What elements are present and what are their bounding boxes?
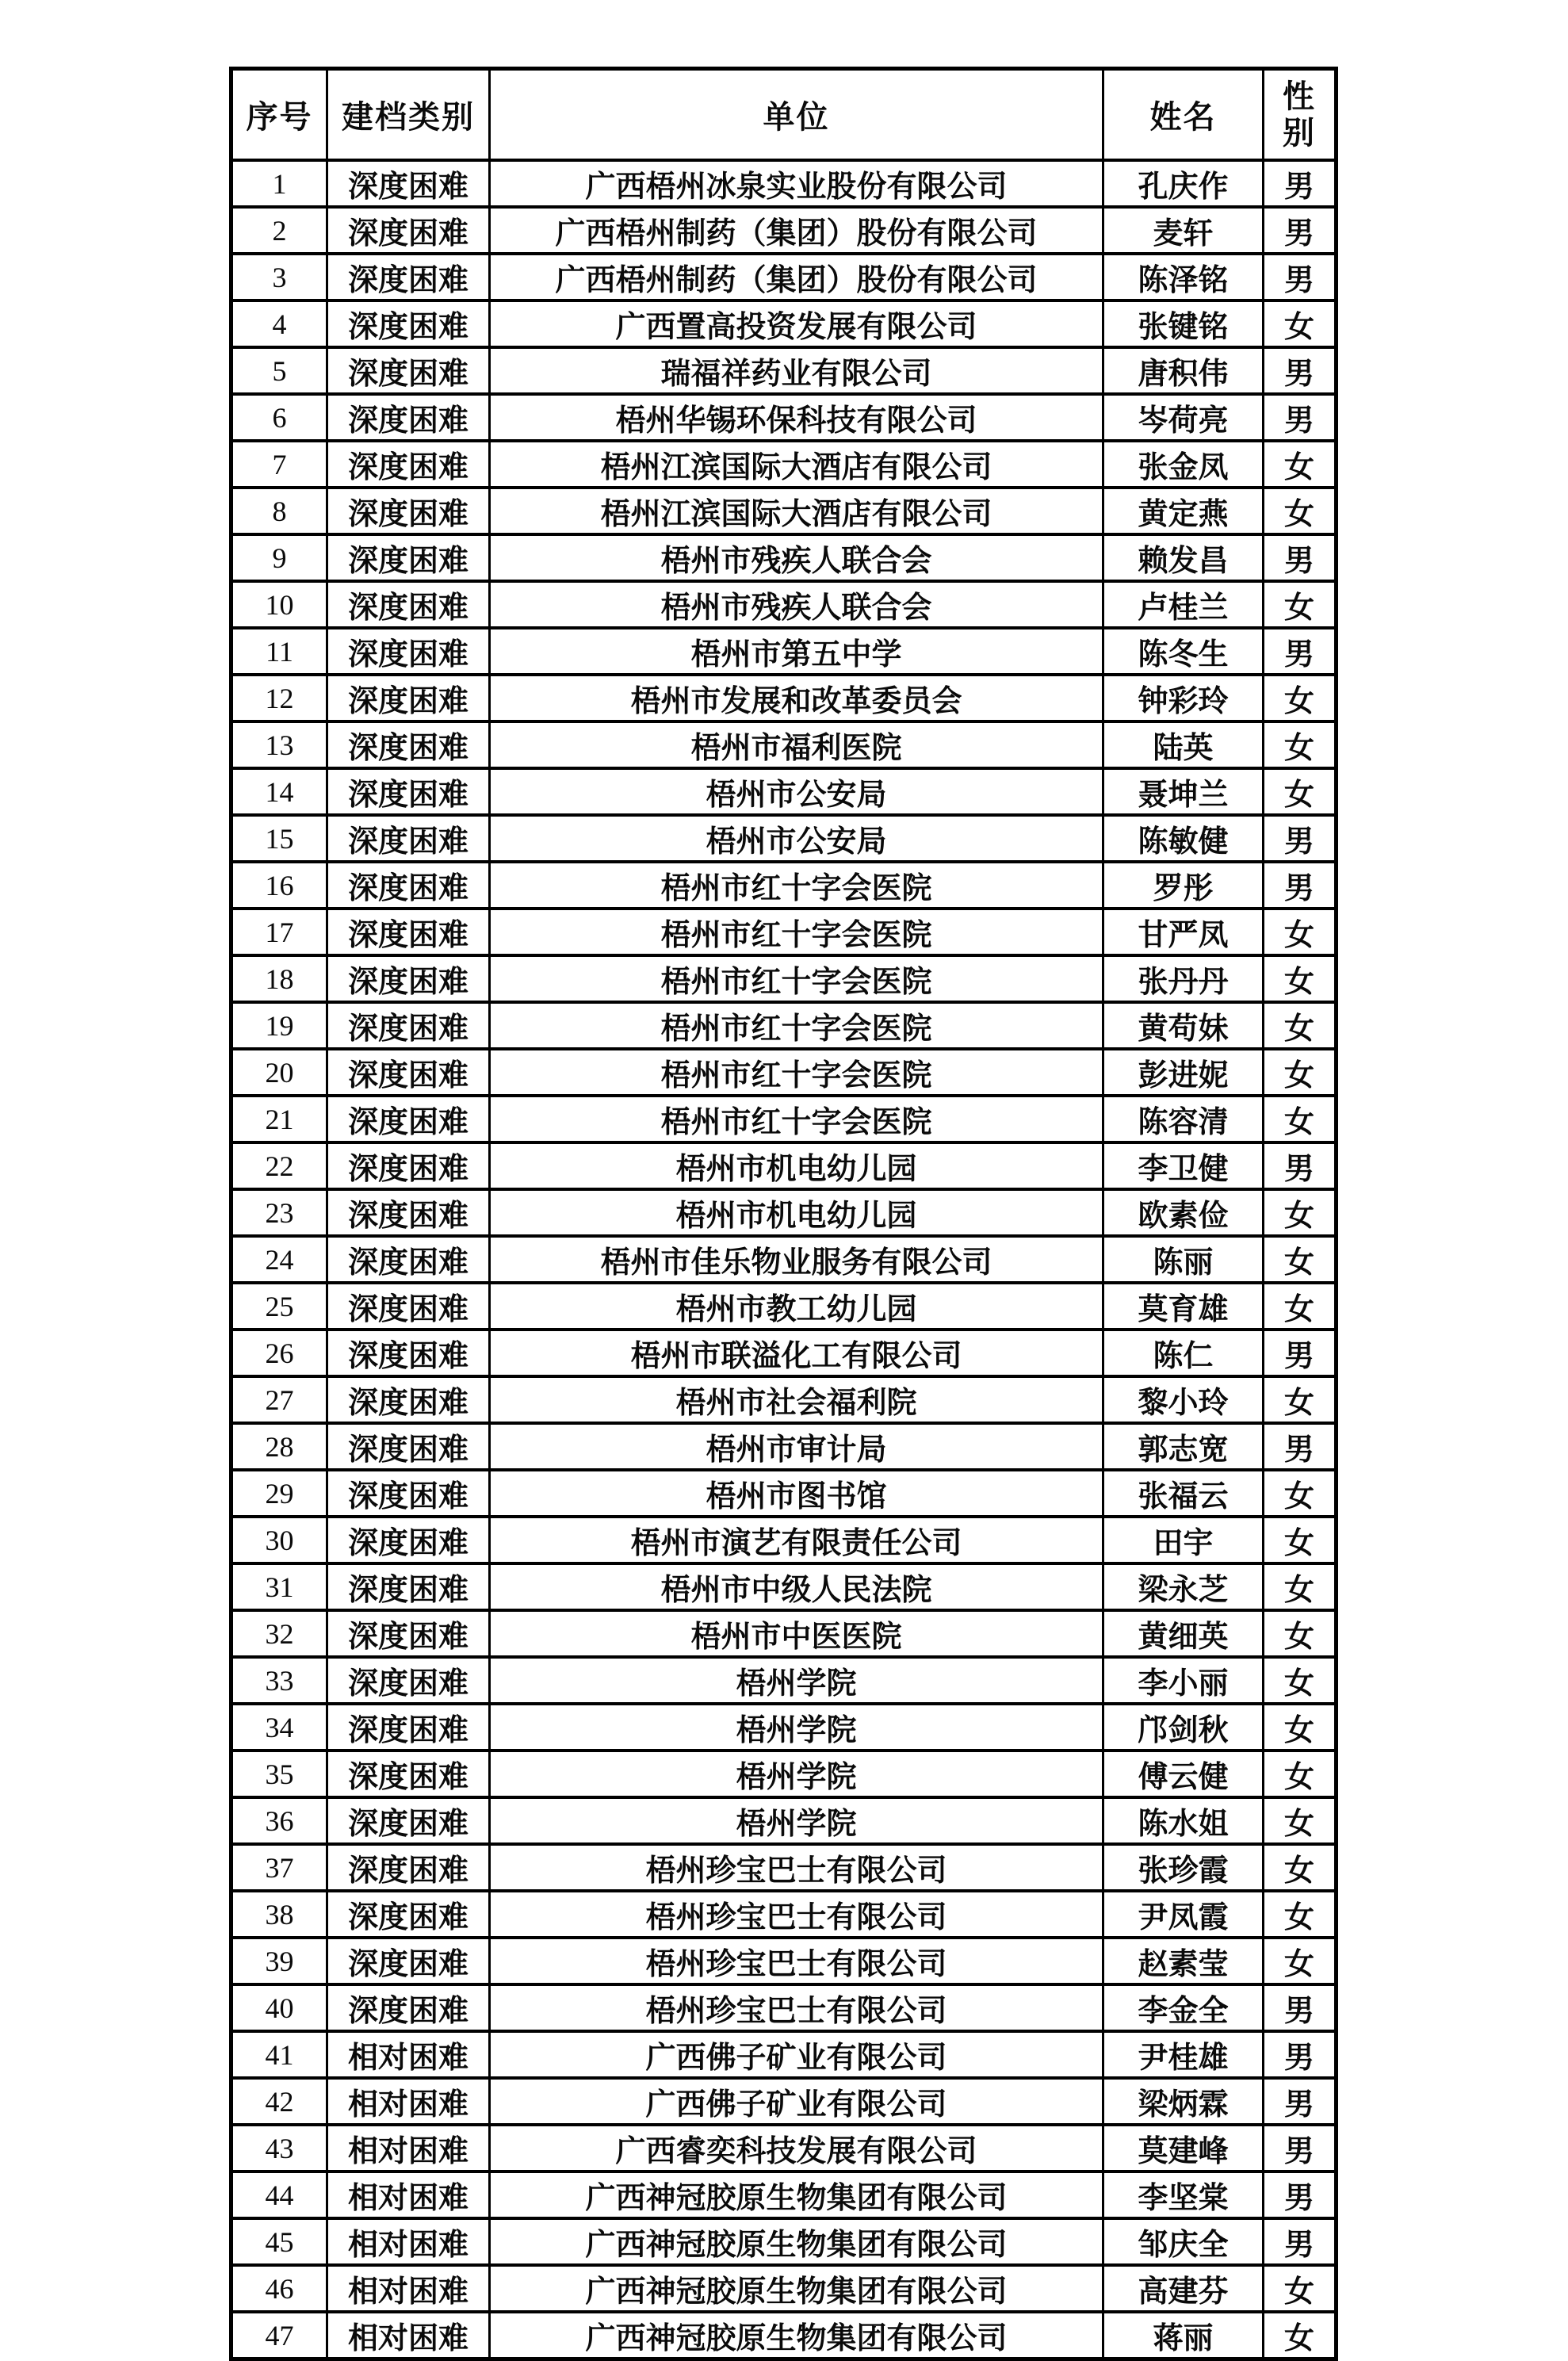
table-row (231, 675, 1337, 721)
header-filing-category: 建档类别 (327, 69, 490, 161)
serial-number-cell: 46 (231, 2265, 327, 2312)
unit-cell: 梧州市红十字会医院 (490, 955, 1103, 1002)
filing-category-cell: 深度困难 (327, 1938, 490, 1984)
filing-category-cell: 深度困难 (327, 1423, 490, 1470)
name-cell: 田宇 (1103, 1517, 1264, 1563)
unit-cell: 梧州学院 (490, 1657, 1103, 1704)
table-row (231, 394, 1337, 441)
serial-number-cell: 21 (231, 1096, 327, 1142)
filing-category-cell: 深度困难 (327, 300, 490, 347)
table-row (231, 1891, 1337, 1938)
filing-category-cell: 深度困难 (327, 394, 490, 441)
serial-number-cell: 26 (231, 1330, 327, 1376)
gender-cell: 女 (1264, 1236, 1337, 1283)
table-row (231, 1563, 1337, 1610)
table-row (231, 534, 1337, 581)
gender-cell: 女 (1264, 1563, 1337, 1610)
unit-cell: 梧州市红十字会医院 (490, 909, 1103, 955)
table-row (231, 1376, 1337, 1423)
table-row (231, 1470, 1337, 1517)
gender-cell: 男 (1264, 1984, 1337, 2031)
gender-cell: 男 (1264, 160, 1337, 207)
unit-cell: 梧州市第五中学 (490, 628, 1103, 675)
gender-cell: 女 (1264, 1049, 1337, 1096)
serial-number-cell: 8 (231, 488, 327, 534)
name-cell: 高建芬 (1103, 2265, 1264, 2312)
name-cell: 卢桂兰 (1103, 581, 1264, 628)
table-row (231, 1189, 1337, 1236)
filing-category-cell: 深度困难 (327, 1657, 490, 1704)
gender-cell: 女 (1264, 1002, 1337, 1049)
table-row (231, 300, 1337, 347)
filing-category-cell: 深度困难 (327, 1470, 490, 1517)
gender-cell: 女 (1264, 1376, 1337, 1423)
serial-number-cell: 10 (231, 581, 327, 628)
table-row (231, 160, 1337, 207)
name-cell: 黄定燕 (1103, 488, 1264, 534)
serial-number-cell: 1 (231, 160, 327, 207)
table-row (231, 955, 1337, 1002)
name-cell: 聂坤兰 (1103, 768, 1264, 815)
unit-cell: 梧州市图书馆 (490, 1470, 1103, 1517)
unit-cell: 梧州市联溢化工有限公司 (490, 1330, 1103, 1376)
name-cell: 陈冬生 (1103, 628, 1264, 675)
filing-category-cell: 深度困难 (327, 628, 490, 675)
unit-cell: 梧州珍宝巴士有限公司 (490, 1891, 1103, 1938)
filing-category-cell: 深度困难 (327, 581, 490, 628)
serial-number-cell: 41 (231, 2031, 327, 2078)
serial-number-cell: 19 (231, 1002, 327, 1049)
header-row (231, 69, 1337, 161)
gender-cell: 男 (1264, 2078, 1337, 2125)
name-cell: 黎小玲 (1103, 1376, 1264, 1423)
unit-cell: 梧州市机电幼儿园 (490, 1142, 1103, 1189)
filing-category-cell: 深度困难 (327, 534, 490, 581)
unit-cell: 梧州江滨国际大酒店有限公司 (490, 488, 1103, 534)
unit-cell: 梧州市中医医院 (490, 1610, 1103, 1657)
unit-cell: 广西神冠胶原生物集团有限公司 (490, 2265, 1103, 2312)
filing-category-cell: 深度困难 (327, 160, 490, 207)
name-cell: 麦轩 (1103, 207, 1264, 254)
unit-cell: 梧州市中级人民法院 (490, 1563, 1103, 1610)
filing-category-cell: 深度困难 (327, 1610, 490, 1657)
gender-cell: 男 (1264, 2125, 1337, 2172)
filing-category-cell: 深度困难 (327, 441, 490, 488)
serial-number-cell: 43 (231, 2125, 327, 2172)
table-row (231, 347, 1337, 394)
name-cell: 梁炳霖 (1103, 2078, 1264, 2125)
name-cell: 傅云健 (1103, 1751, 1264, 1797)
table-row (231, 2265, 1337, 2312)
name-cell: 陈泽铭 (1103, 254, 1264, 300)
unit-cell: 梧州市机电幼儿园 (490, 1189, 1103, 1236)
unit-cell: 广西佛子矿业有限公司 (490, 2078, 1103, 2125)
unit-cell: 广西置高投资发展有限公司 (490, 300, 1103, 347)
gender-cell: 男 (1264, 347, 1337, 394)
gender-cell: 女 (1264, 1844, 1337, 1891)
filing-category-cell: 相对困难 (327, 2265, 490, 2312)
name-cell: 李小丽 (1103, 1657, 1264, 1704)
gender-cell: 男 (1264, 1142, 1337, 1189)
unit-cell: 广西梧州制药（集团）股份有限公司 (490, 207, 1103, 254)
unit-cell: 梧州市福利医院 (490, 721, 1103, 768)
gender-cell: 女 (1264, 1283, 1337, 1330)
header-unit: 单位 (490, 69, 1103, 161)
serial-number-cell: 12 (231, 675, 327, 721)
serial-number-cell: 23 (231, 1189, 327, 1236)
table-row (231, 1236, 1337, 1283)
name-cell: 彭进妮 (1103, 1049, 1264, 1096)
name-cell: 陈水姐 (1103, 1797, 1264, 1844)
gender-cell: 女 (1264, 721, 1337, 768)
name-cell: 唐积伟 (1103, 347, 1264, 394)
table-header (231, 69, 1337, 161)
serial-number-cell: 34 (231, 1704, 327, 1751)
serial-number-cell: 15 (231, 815, 327, 862)
filing-category-cell: 深度困难 (327, 207, 490, 254)
serial-number-cell: 2 (231, 207, 327, 254)
serial-number-cell: 11 (231, 628, 327, 675)
unit-cell: 梧州市发展和改革委员会 (490, 675, 1103, 721)
table-row (231, 254, 1337, 300)
unit-cell: 梧州市红十字会医院 (490, 1049, 1103, 1096)
unit-cell: 广西神冠胶原生物集团有限公司 (490, 2172, 1103, 2218)
name-cell: 李坚棠 (1103, 2172, 1264, 2218)
table-row (231, 1610, 1337, 1657)
name-cell: 甘严凤 (1103, 909, 1264, 955)
serial-number-cell: 35 (231, 1751, 327, 1797)
unit-cell: 广西梧州制药（集团）股份有限公司 (490, 254, 1103, 300)
filing-category-cell: 深度困难 (327, 862, 490, 909)
table-row (231, 1423, 1337, 1470)
gender-cell: 男 (1264, 394, 1337, 441)
name-cell: 梁永芝 (1103, 1563, 1264, 1610)
table-row (231, 488, 1337, 534)
filing-category-cell: 相对困难 (327, 2125, 490, 2172)
unit-cell: 广西梧州冰泉实业股份有限公司 (490, 160, 1103, 207)
table-row (231, 2031, 1337, 2078)
table-row (231, 721, 1337, 768)
gender-cell: 女 (1264, 1657, 1337, 1704)
table-row (231, 815, 1337, 862)
filing-category-cell: 相对困难 (327, 2031, 490, 2078)
serial-number-cell: 27 (231, 1376, 327, 1423)
table-row (231, 441, 1337, 488)
name-cell: 张键铭 (1103, 300, 1264, 347)
gender-cell: 女 (1264, 2265, 1337, 2312)
serial-number-cell: 22 (231, 1142, 327, 1189)
filing-category-cell: 深度困难 (327, 1797, 490, 1844)
filing-category-cell: 深度困难 (327, 254, 490, 300)
serial-number-cell: 30 (231, 1517, 327, 1563)
name-cell: 岑荷亮 (1103, 394, 1264, 441)
filing-category-cell: 深度困难 (327, 1049, 490, 1096)
table-row (231, 1844, 1337, 1891)
gender-cell: 女 (1264, 768, 1337, 815)
unit-cell: 梧州珍宝巴士有限公司 (490, 1844, 1103, 1891)
unit-cell: 梧州市公安局 (490, 768, 1103, 815)
table-row (231, 2172, 1337, 2218)
gender-cell: 男 (1264, 1423, 1337, 1470)
gender-cell: 女 (1264, 1517, 1337, 1563)
name-cell: 孔庆作 (1103, 160, 1264, 207)
filing-category-cell: 相对困难 (327, 2078, 490, 2125)
filing-category-cell: 深度困难 (327, 1704, 490, 1751)
filing-category-cell: 深度困难 (327, 1142, 490, 1189)
filing-category-cell: 深度困难 (327, 909, 490, 955)
gender-cell: 女 (1264, 441, 1337, 488)
unit-cell: 广西佛子矿业有限公司 (490, 2031, 1103, 2078)
name-cell: 陈容清 (1103, 1096, 1264, 1142)
name-cell: 黄细英 (1103, 1610, 1264, 1657)
unit-cell: 广西神冠胶原生物集团有限公司 (490, 2312, 1103, 2359)
serial-number-cell: 45 (231, 2218, 327, 2265)
serial-number-cell: 42 (231, 2078, 327, 2125)
name-cell: 郭志宽 (1103, 1423, 1264, 1470)
table-row (231, 1142, 1337, 1189)
filing-category-cell: 深度困难 (327, 1751, 490, 1797)
unit-cell: 梧州市公安局 (490, 815, 1103, 862)
unit-cell: 梧州华锡环保科技有限公司 (490, 394, 1103, 441)
header-serial-number: 序号 (231, 69, 327, 161)
filing-category-cell: 深度困难 (327, 1330, 490, 1376)
serial-number-cell: 16 (231, 862, 327, 909)
filing-category-cell: 深度困难 (327, 1984, 490, 2031)
gender-cell: 女 (1264, 1610, 1337, 1657)
header-name: 姓名 (1103, 69, 1264, 161)
unit-cell: 梧州市社会福利院 (490, 1376, 1103, 1423)
name-cell: 黄苟妹 (1103, 1002, 1264, 1049)
serial-number-cell: 39 (231, 1938, 327, 1984)
table-row (231, 1751, 1337, 1797)
table-body (231, 160, 1337, 2359)
gender-cell: 男 (1264, 2218, 1337, 2265)
gender-cell: 女 (1264, 1470, 1337, 1517)
name-cell: 赵素莹 (1103, 1938, 1264, 1984)
gender-cell: 女 (1264, 1189, 1337, 1236)
name-cell: 张丹丹 (1103, 955, 1264, 1002)
table-row (231, 2078, 1337, 2125)
serial-number-cell: 4 (231, 300, 327, 347)
gender-cell: 女 (1264, 675, 1337, 721)
unit-cell: 梧州珍宝巴士有限公司 (490, 1938, 1103, 1984)
table-row (231, 768, 1337, 815)
unit-cell: 梧州市红十字会医院 (490, 1002, 1103, 1049)
gender-cell: 女 (1264, 581, 1337, 628)
serial-number-cell: 5 (231, 347, 327, 394)
unit-cell: 梧州市红十字会医院 (490, 862, 1103, 909)
gender-cell: 女 (1264, 488, 1337, 534)
unit-cell: 梧州江滨国际大酒店有限公司 (490, 441, 1103, 488)
unit-cell: 梧州学院 (490, 1797, 1103, 1844)
gender-cell: 男 (1264, 1330, 1337, 1376)
serial-number-cell: 18 (231, 955, 327, 1002)
name-cell: 陈敏健 (1103, 815, 1264, 862)
name-cell: 尹凤霞 (1103, 1891, 1264, 1938)
unit-cell: 梧州市残疾人联合会 (490, 581, 1103, 628)
serial-number-cell: 29 (231, 1470, 327, 1517)
filing-category-cell: 深度困难 (327, 1891, 490, 1938)
filing-category-cell: 深度困难 (327, 1002, 490, 1049)
name-cell: 尹桂雄 (1103, 2031, 1264, 2078)
name-cell: 赖发昌 (1103, 534, 1264, 581)
filing-category-cell: 深度困难 (327, 1844, 490, 1891)
roster-table (229, 67, 1338, 2361)
gender-cell: 女 (1264, 909, 1337, 955)
serial-number-cell: 6 (231, 394, 327, 441)
unit-cell: 广西神冠胶原生物集团有限公司 (490, 2218, 1103, 2265)
filing-category-cell: 深度困难 (327, 1517, 490, 1563)
gender-cell: 女 (1264, 300, 1337, 347)
serial-number-cell: 47 (231, 2312, 327, 2359)
filing-category-cell: 深度困难 (327, 1096, 490, 1142)
table-row (231, 862, 1337, 909)
gender-cell: 女 (1264, 1797, 1337, 1844)
filing-category-cell: 深度困难 (327, 347, 490, 394)
gender-cell: 男 (1264, 2031, 1337, 2078)
unit-cell: 梧州学院 (490, 1751, 1103, 1797)
name-cell: 李金全 (1103, 1984, 1264, 2031)
table-row (231, 1330, 1337, 1376)
gender-cell: 男 (1264, 628, 1337, 675)
name-cell: 陈丽 (1103, 1236, 1264, 1283)
unit-cell: 梧州市演艺有限责任公司 (490, 1517, 1103, 1563)
serial-number-cell: 14 (231, 768, 327, 815)
unit-cell: 梧州市红十字会医院 (490, 1096, 1103, 1142)
serial-number-cell: 32 (231, 1610, 327, 1657)
filing-category-cell: 相对困难 (327, 2172, 490, 2218)
serial-number-cell: 36 (231, 1797, 327, 1844)
unit-cell: 瑞福祥药业有限公司 (490, 347, 1103, 394)
filing-category-cell: 深度困难 (327, 1563, 490, 1610)
name-cell: 张福云 (1103, 1470, 1264, 1517)
serial-number-cell: 28 (231, 1423, 327, 1470)
serial-number-cell: 33 (231, 1657, 327, 1704)
gender-cell: 男 (1264, 815, 1337, 862)
table-row (231, 1797, 1337, 1844)
gender-cell: 男 (1264, 534, 1337, 581)
filing-category-cell: 深度困难 (327, 721, 490, 768)
unit-cell: 梧州市佳乐物业服务有限公司 (490, 1236, 1103, 1283)
name-cell: 陆英 (1103, 721, 1264, 768)
gender-cell: 女 (1264, 1096, 1337, 1142)
table-row (231, 1704, 1337, 1751)
serial-number-cell: 20 (231, 1049, 327, 1096)
gender-cell: 男 (1264, 862, 1337, 909)
table-row (231, 581, 1337, 628)
gender-cell: 女 (1264, 1704, 1337, 1751)
serial-number-cell: 17 (231, 909, 327, 955)
name-cell: 莫建峰 (1103, 2125, 1264, 2172)
serial-number-cell: 13 (231, 721, 327, 768)
table-row (231, 207, 1337, 254)
serial-number-cell: 9 (231, 534, 327, 581)
table-row (231, 1002, 1337, 1049)
unit-cell: 梧州市教工幼儿园 (490, 1283, 1103, 1330)
unit-cell: 梧州珍宝巴士有限公司 (490, 1984, 1103, 2031)
filing-category-cell: 相对困难 (327, 2218, 490, 2265)
filing-category-cell: 深度困难 (327, 1283, 490, 1330)
name-cell: 陈仁 (1103, 1330, 1264, 1376)
name-cell: 张珍霞 (1103, 1844, 1264, 1891)
unit-cell: 梧州学院 (490, 1704, 1103, 1751)
serial-number-cell: 44 (231, 2172, 327, 2218)
serial-number-cell: 31 (231, 1563, 327, 1610)
table-row (231, 909, 1337, 955)
serial-number-cell: 3 (231, 254, 327, 300)
name-cell: 罗彤 (1103, 862, 1264, 909)
filing-category-cell: 深度困难 (327, 1376, 490, 1423)
serial-number-cell: 38 (231, 1891, 327, 1938)
serial-number-cell: 7 (231, 441, 327, 488)
filing-category-cell: 深度困难 (327, 675, 490, 721)
name-cell: 邝剑秋 (1103, 1704, 1264, 1751)
gender-cell: 女 (1264, 1751, 1337, 1797)
table-row (231, 1938, 1337, 1984)
name-cell: 李卫健 (1103, 1142, 1264, 1189)
table-row (231, 1517, 1337, 1563)
table-row (231, 1049, 1337, 1096)
name-cell: 莫育雄 (1103, 1283, 1264, 1330)
table-row (231, 1984, 1337, 2031)
gender-cell: 女 (1264, 1938, 1337, 1984)
gender-cell: 男 (1264, 254, 1337, 300)
name-cell: 钟彩玲 (1103, 675, 1264, 721)
gender-cell: 女 (1264, 955, 1337, 1002)
filing-category-cell: 深度困难 (327, 1189, 490, 1236)
table-row (231, 628, 1337, 675)
header-gender-label: 性别 (1283, 78, 1316, 151)
filing-category-cell: 深度困难 (327, 768, 490, 815)
table-row (231, 2125, 1337, 2172)
serial-number-cell: 40 (231, 1984, 327, 2031)
unit-cell: 梧州市审计局 (490, 1423, 1103, 1470)
serial-number-cell: 25 (231, 1283, 327, 1330)
table-row (231, 2218, 1337, 2265)
gender-cell: 女 (1264, 1891, 1337, 1938)
name-cell: 蒋丽 (1103, 2312, 1264, 2359)
name-cell: 张金凤 (1103, 441, 1264, 488)
serial-number-cell: 24 (231, 1236, 327, 1283)
unit-cell: 梧州市残疾人联合会 (490, 534, 1103, 581)
name-cell: 邹庆全 (1103, 2218, 1264, 2265)
filing-category-cell: 深度困难 (327, 488, 490, 534)
filing-category-cell: 深度困难 (327, 815, 490, 862)
serial-number-cell: 37 (231, 1844, 327, 1891)
table-row (231, 1283, 1337, 1330)
table-row (231, 1657, 1337, 1704)
header-gender (1264, 69, 1337, 161)
gender-cell: 女 (1264, 2312, 1337, 2359)
filing-category-cell: 相对困难 (327, 2312, 490, 2359)
filing-category-cell: 深度困难 (327, 955, 490, 1002)
table-row (231, 1096, 1337, 1142)
filing-category-cell: 深度困难 (327, 1236, 490, 1283)
gender-cell: 男 (1264, 207, 1337, 254)
name-cell: 欧素俭 (1103, 1189, 1264, 1236)
gender-cell: 男 (1264, 2172, 1337, 2218)
table-row (231, 2312, 1337, 2359)
unit-cell: 广西睿奕科技发展有限公司 (490, 2125, 1103, 2172)
